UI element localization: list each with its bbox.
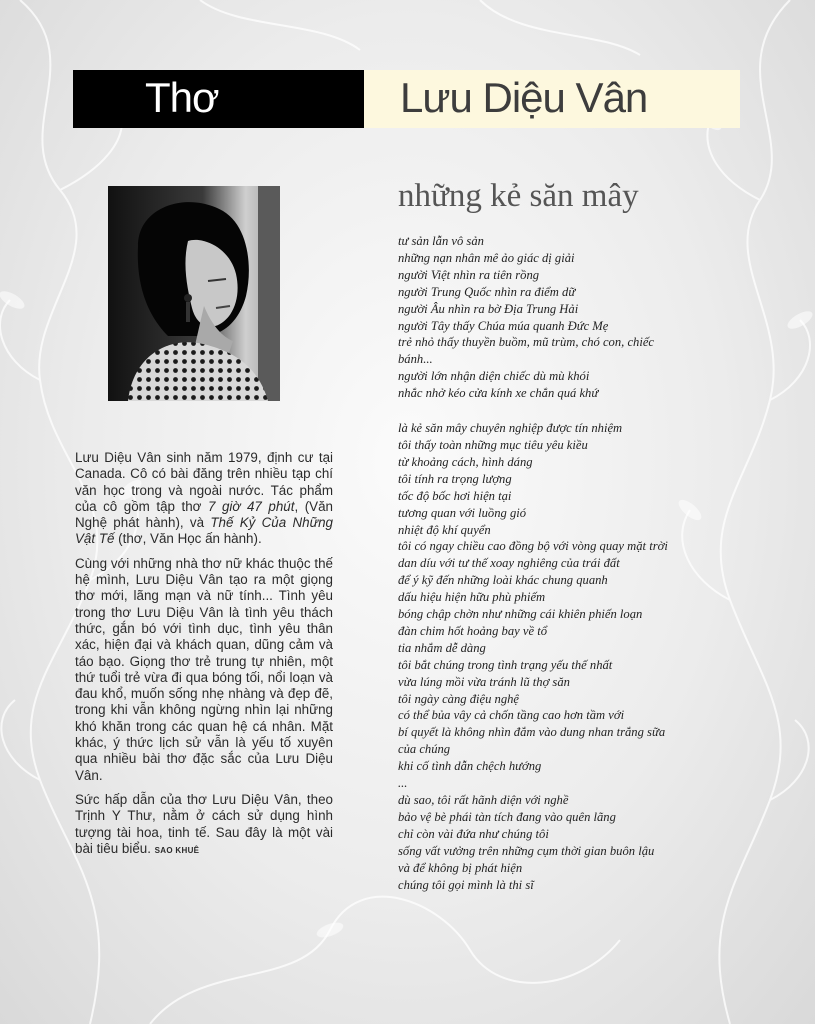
author-name: Lưu Diệu Vân: [400, 74, 648, 121]
poem-line: tôi bắt chúng trong tình trạng yếu thế nhất: [398, 657, 613, 672]
poem-line: ...: [398, 776, 408, 791]
poem-line: đàn chim hốt hoảng bay về tổ: [398, 623, 547, 638]
author-portrait: [108, 186, 280, 401]
poem-title: những kẻ săn mây: [398, 178, 639, 214]
poem-line: bóng chập chờn như những cái khiên phiến loạn: [398, 607, 643, 622]
poem-line: từ khoảng cách, hình dáng: [398, 454, 533, 469]
poem-line: để ý kỹ đến những loài khác chung quanh: [398, 573, 608, 588]
poem-stanza-2: [398, 420, 758, 893]
book-title-1: 7 giờ 47 phút: [207, 498, 295, 514]
poem-line: người Việt nhìn ra tiên rồng: [398, 267, 540, 282]
poem-line: tôi ngày càng điệu nghệ: [398, 691, 520, 706]
poem-line: tôi có ngay chiều cao đồng bộ với vòng quay mặt trời: [398, 539, 668, 554]
poem-line: dù sao, tôi rất hãnh diện với nghề: [398, 793, 569, 807]
poem-line: nhiệt độ khí quyển: [398, 522, 491, 537]
poem-line: tia nhắm dễ dàng: [398, 640, 486, 655]
poem-line: người Âu nhìn ra bờ Địa Trung Hải: [398, 301, 579, 316]
section-label: Thơ: [145, 74, 219, 121]
poem-line: chỉ còn vài đứa như chúng tôi: [398, 826, 549, 841]
poem-line: tương quan với luồng gió: [398, 505, 527, 520]
bio-paragraph-1: Lưu Diệu Vân sinh năm 1979, định cư tại Canada. Cô có bài đăng trên nhiều tạp chí văn học trong và ngoài nước. Tác phẩm của cô gồm tập thơ 7 giờ 47 phút, (Văn Nghệ phát hành), và Thế Kỷ Của Những Vật Tế (thơ, Văn Học ấn hành).: [75, 450, 333, 547]
author-name-panel: [364, 70, 740, 128]
stanza-break: [398, 402, 758, 420]
author-bio: [75, 450, 333, 867]
bio-paragraph-2: Cùng với những nhà thơ nữ khác thuộc thế hệ mình, Lưu Diệu Vân tạo ra một giọng thơ mới, lãng mạn và nữ tính... Tình yêu trong thơ Lưu Diệu Vân là tình yêu thách thức, gắn bó với tình dục, tình yêu thân xác, hiện đại và khách quan, dũng cảm và táo bạo. Giọng thơ trẻ trung tự nhiên, một thứ tuổi trẻ vừa đi qua bóng tối, nổi loạn và đau khổ, muốn sống nhẹ nhàng và đẹp đẽ, trong khi vẫn không ngừng nhìn lại những khó khăn trong các quan hệ cá nhân. Mặt khác, ý thức lịch sử vẫn là yếu tố xuyên qua nhiều bài thơ đặc sắc của Lưu Diệu Vân.: [75, 555, 333, 783]
poem-line: có thể bủa vây cả chốn tầng cao hơn tầm với: [398, 708, 625, 723]
poem-line: tôi tính ra trọng lượng: [398, 471, 512, 486]
poem-line: trẻ nhỏ thấy thuyền buồm, mũ trùm, chó con, chiếc: [398, 335, 655, 350]
poem-line: bí quyết là không nhìn đắm vào dung nhan trắng sữa: [398, 725, 666, 740]
poem-line: sống vất vưởng trên những cụm thời gian buôn lậu: [398, 843, 655, 858]
author-credit: SAO KHUÊ: [154, 845, 200, 855]
poem-line: tôi thấy toàn những mục tiêu yêu kiều: [398, 437, 588, 452]
poem-line: tốc độ bốc hơi hiện tại: [398, 488, 512, 503]
bio-paragraph-3: Sức hấp dẫn của thơ Lưu Diệu Vân, theo Trịnh Y Thư, nằm ở cách sử dụng hình tượng tài hoa, tinh tế. Sau đây là một vài bài tiêu biểu. SAO KHUÊ: [75, 791, 333, 856]
poem-line: người lớn nhận diện chiếc dù mù khói: [398, 369, 590, 384]
poem-line: của chúng: [398, 742, 451, 757]
poem-line: những nạn nhân mê ảo giác dị giải: [398, 250, 575, 265]
poem-line: dấu hiệu hiện hữu phù phiếm: [398, 590, 546, 605]
poem-line: người Trung Quốc nhìn ra điểm dữ: [398, 284, 576, 299]
poem-line: nhắc nhở kéo cửa kính xe chắn quá khứ: [398, 386, 599, 401]
poem-line: bánh...: [398, 352, 433, 367]
poem-line: khi cố tình dẫn chệch hướng: [398, 759, 542, 774]
page-header: [73, 70, 740, 128]
poem-line: người Tây thấy Chúa múa quanh Đức Mẹ: [398, 318, 609, 333]
book-title-2: Thế Kỷ Của Những Vật Tế: [75, 515, 333, 547]
poem-line: chúng tôi gọi mình là thi sĩ: [398, 877, 534, 892]
poem-line: tư sản lẫn vô sản: [398, 234, 484, 248]
poem-line: dan díu với tư thế xoay nghiêng của trái đất: [398, 556, 620, 571]
section-label-panel: [73, 70, 364, 128]
poem-line: và để không bị phát hiện: [398, 860, 523, 875]
poem-stanza-1: [398, 233, 758, 402]
poem-body: [398, 233, 758, 893]
poem-line: là kẻ săn mây chuyên nghiệp được tín nhiệm: [398, 421, 623, 436]
poem-line: vừa lúng mồi vừa tránh lũ thợ săn: [398, 674, 570, 689]
poem-line: bảo vệ bè phái tàn tích đang vào quên lãng: [398, 809, 616, 824]
